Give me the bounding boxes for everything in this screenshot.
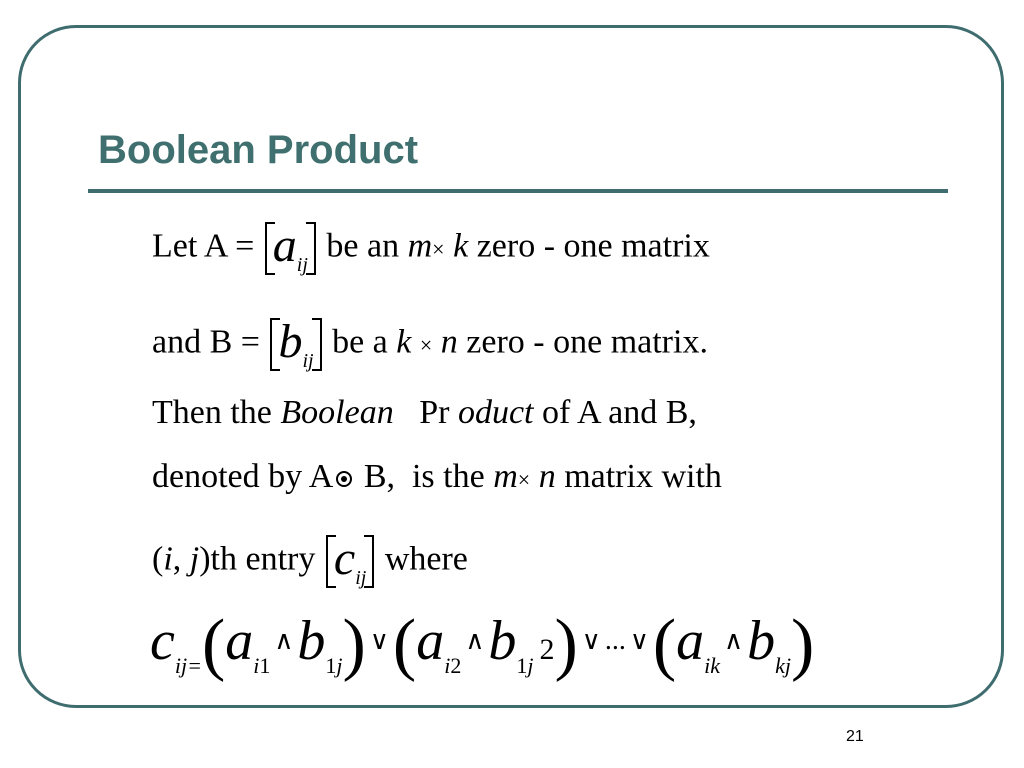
subscript: j — [527, 653, 534, 678]
formula-a: a — [416, 610, 445, 672]
or-symbol: ∨ — [629, 626, 649, 655]
text: , — [172, 540, 190, 578]
text: of A and B, — [533, 394, 697, 431]
var-i: i — [163, 540, 173, 578]
matrix-b-bracket — [270, 315, 321, 372]
text: ( — [152, 540, 164, 578]
subscript: ij — [302, 350, 314, 372]
slide-title: Boolean Product — [98, 128, 419, 172]
extra-digit: 2 — [539, 633, 555, 666]
var-m: m — [493, 458, 518, 495]
subscript: i — [444, 653, 451, 678]
text: Pr — [393, 394, 458, 431]
term-boolean: Boolean — [280, 394, 394, 431]
page-number: 21 — [846, 728, 864, 745]
var-k: k — [453, 227, 469, 265]
definition-line-3 — [152, 396, 697, 430]
or-symbol: ∨ — [369, 626, 389, 655]
paren: ( — [201, 606, 226, 683]
formula-c-subscript: ij= — [174, 653, 202, 678]
var-m: m — [407, 227, 433, 265]
boolean-product-operator-icon — [336, 471, 352, 487]
subscript: 1 — [516, 653, 528, 678]
text: where — [376, 540, 468, 578]
formula-b: b — [747, 610, 776, 672]
formula-b: b — [488, 610, 517, 672]
text: be a — [323, 323, 397, 361]
matrix-a-bracket — [265, 219, 316, 276]
var-c: c — [333, 532, 356, 585]
text: Let A = — [152, 227, 263, 265]
times-symbol: × — [419, 332, 433, 358]
var-n: n — [440, 323, 458, 361]
and-symbol: ∧ — [724, 626, 744, 655]
var-j: j — [189, 540, 200, 578]
formula-a: a — [676, 610, 705, 672]
paren: ( — [652, 606, 677, 683]
subscript: ij — [355, 567, 367, 589]
and-symbol: ∧ — [465, 626, 485, 655]
subscript: 2 — [450, 653, 462, 678]
formula-c: c — [150, 610, 175, 672]
formula-a: a — [225, 610, 254, 672]
definition-line-5 — [152, 532, 468, 589]
text: B, is the — [355, 458, 494, 495]
var-n: n — [538, 458, 556, 495]
var-k: k — [396, 323, 412, 361]
formula-b: b — [297, 610, 326, 672]
text: zero - one matrix — [468, 227, 710, 265]
subscript: ij — [296, 254, 308, 276]
definition-line-1 — [152, 219, 710, 276]
text: denoted by A — [152, 458, 334, 495]
paren: ( — [392, 606, 417, 683]
and-symbol: ∧ — [274, 626, 294, 655]
times-symbol: × — [517, 467, 531, 492]
subscript: ik — [704, 653, 721, 678]
text: and B = — [152, 323, 269, 361]
paren: ) — [554, 606, 578, 683]
paren: ) — [790, 606, 815, 683]
definition-line-2 — [152, 315, 708, 372]
paren: ) — [342, 606, 366, 683]
subscript: i — [253, 653, 260, 678]
definition-line-4 — [152, 460, 722, 494]
term-product: oduct — [457, 394, 534, 431]
text: zero - one matrix. — [457, 323, 708, 361]
text: Then the — [152, 394, 281, 431]
subscript: kj — [775, 653, 791, 678]
boolean-product-formula — [150, 606, 815, 683]
or-symbol: ∨ — [581, 626, 601, 655]
subscript: 1 — [325, 653, 337, 678]
var-b: b — [278, 315, 303, 368]
text: be an — [317, 227, 408, 265]
times-symbol: × — [432, 236, 445, 262]
var-a: a — [272, 219, 297, 272]
text: )th entry — [199, 540, 324, 578]
subscript: j — [336, 653, 343, 678]
title-divider — [88, 189, 948, 193]
text: matrix with — [555, 458, 722, 495]
matrix-c-bracket — [326, 532, 374, 589]
subscript: 1 — [259, 653, 271, 678]
ellipsis: ... — [604, 625, 626, 656]
